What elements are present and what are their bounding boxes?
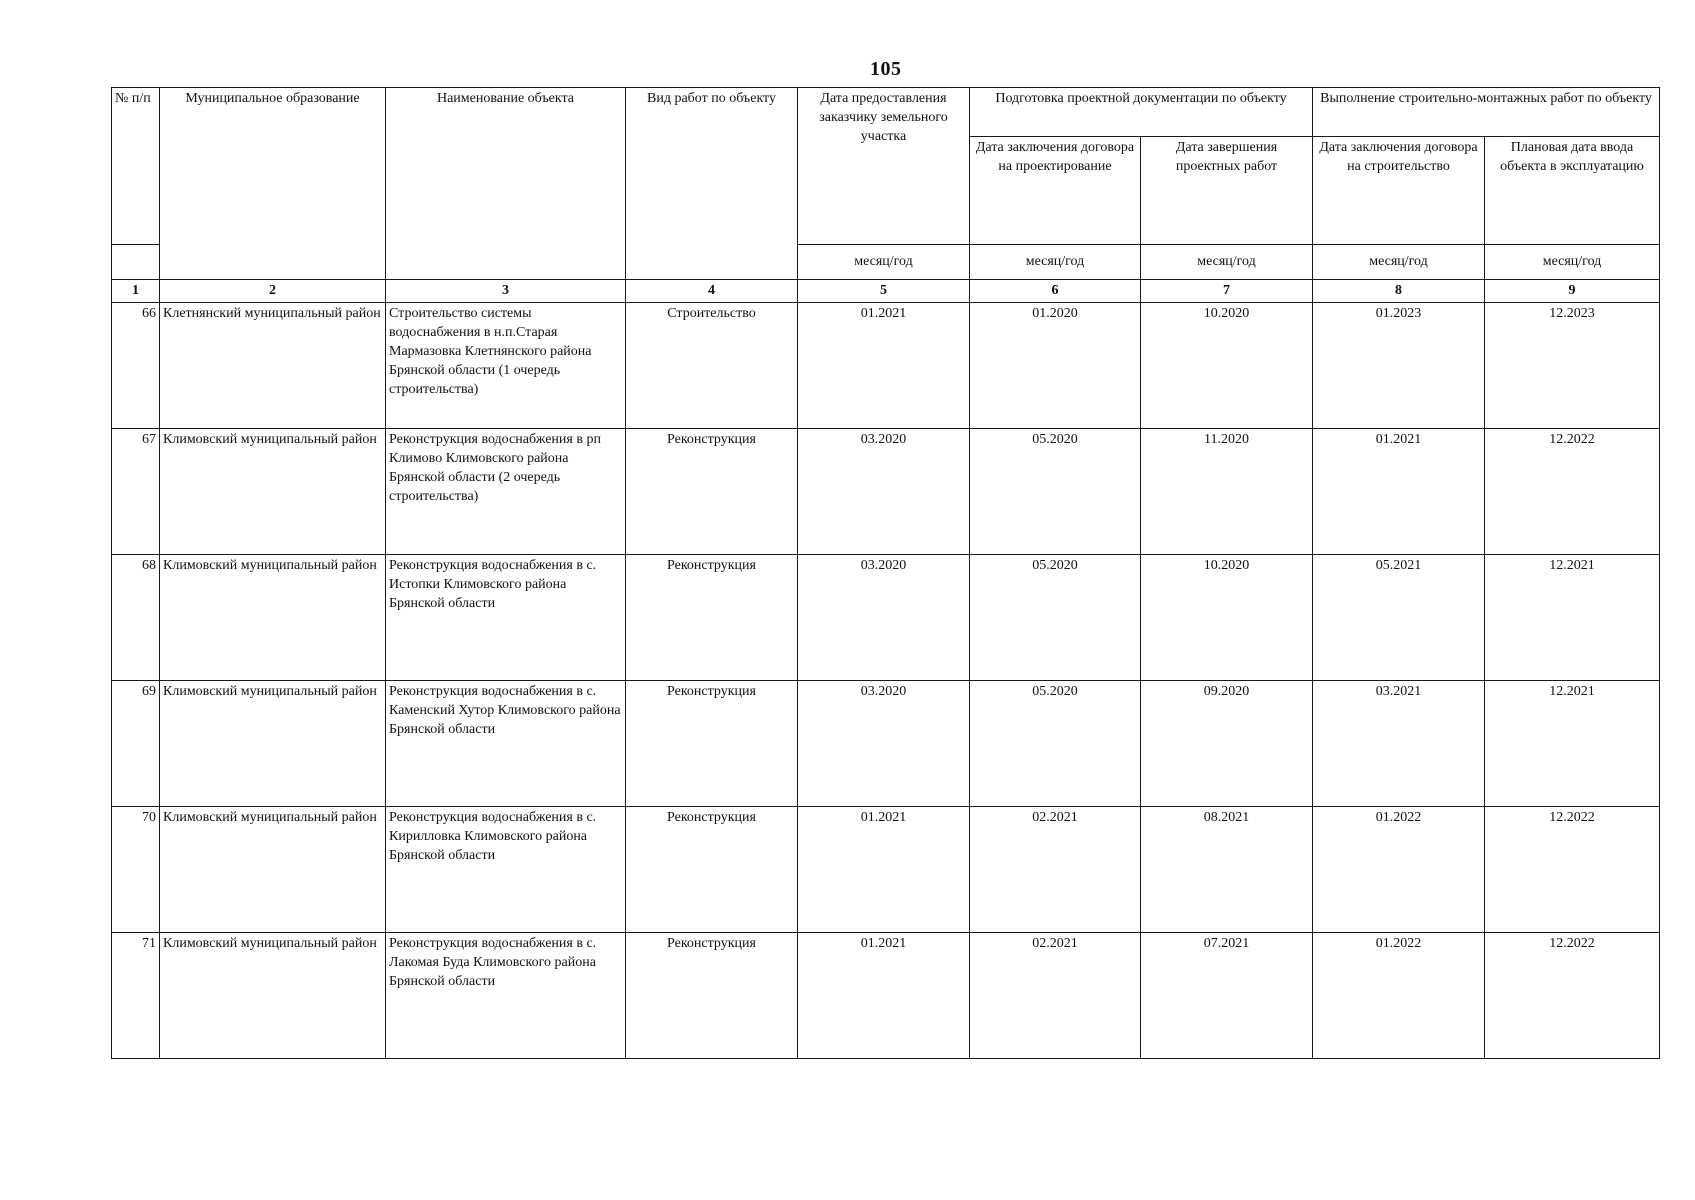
row-object: Реконструкция водоснабжения в рп Климово Климовского района Брянской области (2 очередь строительства) xyxy=(386,429,626,555)
row-work-type: Строительство xyxy=(626,303,798,429)
unit-construction-contract: месяц/год xyxy=(1313,245,1485,280)
row-design-completion: 09.2020 xyxy=(1141,681,1313,807)
row-number: 67 xyxy=(112,429,160,555)
row-municipality: Климовский муниципальный район xyxy=(160,807,386,933)
header-construction-contract: Дата заключения договора на строительство xyxy=(1313,137,1485,245)
column-number: 1 xyxy=(112,280,160,303)
row-object: Строительство системы водоснабжения в н.п.Старая Мармазовка Клетнянского района Брянской области (1 очередь строительства) xyxy=(386,303,626,429)
row-design-contract: 05.2020 xyxy=(970,429,1141,555)
column-number: 2 xyxy=(160,280,386,303)
row-number: 70 xyxy=(112,807,160,933)
row-construction-contract: 01.2023 xyxy=(1313,303,1485,429)
header-design-contract: Дата заключения договора на проектирование xyxy=(970,137,1141,245)
row-object: Реконструкция водоснабжения в с. Кирилловка Климовского района Брянской области xyxy=(386,807,626,933)
row-construction-contract: 01.2022 xyxy=(1313,807,1485,933)
row-work-type: Реконструкция xyxy=(626,681,798,807)
header-work-type: Вид работ по объекту xyxy=(626,88,798,280)
row-work-type: Реконструкция xyxy=(626,807,798,933)
unit-design-contract: месяц/год xyxy=(970,245,1141,280)
column-number: 3 xyxy=(386,280,626,303)
column-number-row xyxy=(112,280,1660,303)
row-design-completion: 10.2020 xyxy=(1141,303,1313,429)
row-design-contract: 01.2020 xyxy=(970,303,1141,429)
header-design-completion: Дата завершения проектных работ xyxy=(1141,137,1313,245)
row-land-date: 01.2021 xyxy=(798,807,970,933)
row-commissioning: 12.2023 xyxy=(1485,303,1660,429)
row-work-type: Реконструкция xyxy=(626,555,798,681)
column-number: 5 xyxy=(798,280,970,303)
row-object: Реконструкция водоснабжения в с. Каменский Хутор Климовского района Брянской области xyxy=(386,681,626,807)
table-row xyxy=(112,303,1660,429)
header-land-date: Дата предоставления заказчику земельного участка xyxy=(798,88,970,245)
header-num: № п/п xyxy=(112,88,160,245)
row-work-type: Реконструкция xyxy=(626,429,798,555)
row-design-completion: 11.2020 xyxy=(1141,429,1313,555)
row-commissioning: 12.2022 xyxy=(1485,807,1660,933)
row-municipality: Климовский муниципальный район xyxy=(160,933,386,1059)
row-number: 68 xyxy=(112,555,160,681)
header-construction-group: Выполнение строительно-монтажных работ по объекту xyxy=(1313,88,1660,137)
header-commissioning: Плановая дата ввода объекта в эксплуатацию xyxy=(1485,137,1660,245)
row-object: Реконструкция водоснабжения в с. Лакомая Буда Климовского района Брянской области xyxy=(386,933,626,1059)
column-number: 8 xyxy=(1313,280,1485,303)
header-num-spacer xyxy=(112,245,160,280)
row-construction-contract: 05.2021 xyxy=(1313,555,1485,681)
row-design-contract: 05.2020 xyxy=(970,555,1141,681)
column-number: 7 xyxy=(1141,280,1313,303)
row-construction-contract: 01.2022 xyxy=(1313,933,1485,1059)
row-design-completion: 10.2020 xyxy=(1141,555,1313,681)
row-land-date: 01.2021 xyxy=(798,933,970,1059)
header-object: Наименование объекта xyxy=(386,88,626,280)
row-number: 71 xyxy=(112,933,160,1059)
table-row xyxy=(112,807,1660,933)
row-land-date: 03.2020 xyxy=(798,681,970,807)
row-construction-contract: 03.2021 xyxy=(1313,681,1485,807)
row-design-contract: 02.2021 xyxy=(970,933,1141,1059)
row-construction-contract: 01.2021 xyxy=(1313,429,1485,555)
row-design-completion: 07.2021 xyxy=(1141,933,1313,1059)
row-number: 69 xyxy=(112,681,160,807)
column-number: 6 xyxy=(970,280,1141,303)
header-municipality: Муниципальное образование xyxy=(160,88,386,280)
table-body xyxy=(112,303,1660,1059)
unit-commissioning: месяц/год xyxy=(1485,245,1660,280)
unit-design-completion: месяц/год xyxy=(1141,245,1313,280)
row-design-contract: 05.2020 xyxy=(970,681,1141,807)
table-row xyxy=(112,555,1660,681)
header-design-group: Подготовка проектной документации по объекту xyxy=(970,88,1313,137)
row-municipality: Климовский муниципальный район xyxy=(160,681,386,807)
row-land-date: 01.2021 xyxy=(798,303,970,429)
row-commissioning: 12.2022 xyxy=(1485,933,1660,1059)
row-municipality: Клетнянский муниципальный район xyxy=(160,303,386,429)
row-municipality: Климовский муниципальный район xyxy=(160,429,386,555)
row-commissioning: 12.2021 xyxy=(1485,681,1660,807)
row-land-date: 03.2020 xyxy=(798,429,970,555)
column-number: 4 xyxy=(626,280,798,303)
objects-table xyxy=(111,87,1660,1059)
column-number: 9 xyxy=(1485,280,1660,303)
table-row xyxy=(112,681,1660,807)
page-number: 105 xyxy=(870,58,902,80)
row-commissioning: 12.2022 xyxy=(1485,429,1660,555)
row-commissioning: 12.2021 xyxy=(1485,555,1660,681)
table-header xyxy=(112,88,1660,303)
row-number: 66 xyxy=(112,303,160,429)
row-work-type: Реконструкция xyxy=(626,933,798,1059)
row-design-completion: 08.2021 xyxy=(1141,807,1313,933)
table-row xyxy=(112,933,1660,1059)
row-municipality: Климовский муниципальный район xyxy=(160,555,386,681)
row-design-contract: 02.2021 xyxy=(970,807,1141,933)
unit-land-date: месяц/год xyxy=(798,245,970,280)
row-land-date: 03.2020 xyxy=(798,555,970,681)
row-object: Реконструкция водоснабжения в с. Истопки Климовского района Брянской области xyxy=(386,555,626,681)
table-row xyxy=(112,429,1660,555)
